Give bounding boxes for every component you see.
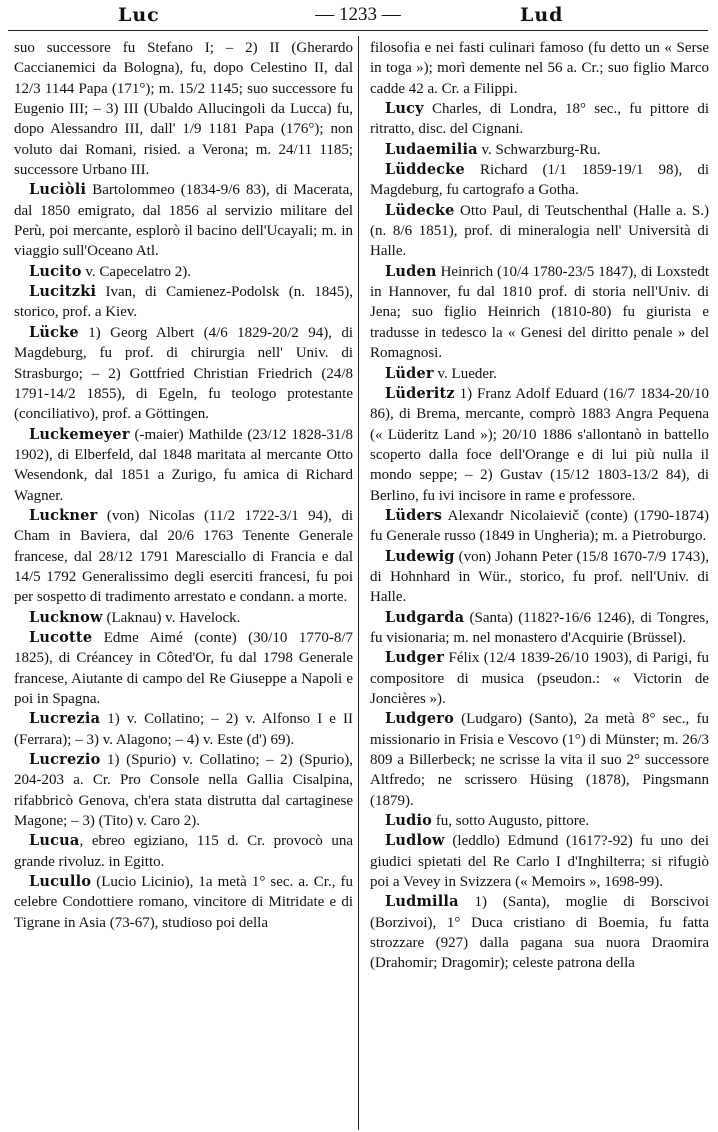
header-right-guideword: Lud [520,4,564,26]
page-number: — 1233 — [315,4,401,25]
left-column [14,38,353,933]
entry-headword: Ludgarda [385,608,465,626]
entry: Ludgero (Ludgaro) (Santo), 2a metà 8° sec., fu missionario in Frisia e Vescovo (1°) di Münster; m. 26/3 809 a Billerbeck; ne scrisse la vita il suo 2° successore Altfredo; ne scrissero Hüsing (1878), Pingsmann (1879). [370,710,709,809]
entry: Lucrezia 1) v. Collatino; – 2) v. Alfonso I e II (Ferrara); – 3) v. Alagono; – 4) v. Este (d') 69). [14,710,353,748]
entry-headword: Lucotte [29,628,93,646]
entry: Lüdecke Otto Paul, di Teutschenthal (Halle a. S.) (n. 8/6 1851), prof. di mineralogia nell' Università di Halle. [370,201,709,260]
entry-headword: Lüddecke [385,161,465,179]
entry: Ludmilla 1) (Santa), moglie di Borscivoi (Borzivoi), 1° Duca cristiano di Boemia, fu fatta strozzare (927) dalla pagana sua nuora Draomira (Drahomir; Dragomir); celeste patrona della [370,893,709,972]
entry: Lucullo (Lucio Licinio), 1a metà 1° sec. a. Cr., fu celebre Condottiere romano, vincitore di Mitridate e di Tigrane in Asia (73-67), studioso poi della [14,873,353,931]
entry-headword: Lucito [29,262,82,280]
column-divider [358,36,359,1130]
entry: Ludger Félix (12/4 1839-26/10 1903), di Parigi, fu compositore di musica (pseudon.: « Victorin de Joncières »). [370,649,709,707]
entry-headword: Lucua [29,832,80,850]
entry-headword: Luden [385,262,437,280]
entry: Lüder v. Lueder. [385,364,497,382]
page-header [8,2,708,30]
entry-headword: Luckner [29,506,98,524]
entry: Lucy Charles, di Londra, 18° sec., fu pittore di ritratto, disc. del Cignani. [370,100,709,138]
entry: Lücke 1) Georg Albert (4/6 1829-20/2 94), di Magdeburg, fu prof. di chirurgia nell' Univ. di Strasburgo; – 2) Gottfried Christian Friedrich (24/8 1791-14/2 1855), di Egeln, fu teologo protestante (conciliativo), prof. a Göttingen. [14,323,353,423]
entry: Ludio fu, sotto Augusto, pittore. [385,812,590,830]
entry-headword: Ludaemilia [385,140,478,158]
entry-continuation: filosofia e nei fasti culinari famoso (fu detto un « Serse in toga »); morì demente nel 56 a. Cr.; suo figlio Marco cadde 42 a. Cr. a Filippi. [370,40,709,97]
entry-headword: Lucknow [29,608,103,626]
entry: Luckner (von) Nicolas (11/2 1722-3/1 94), di Cham in Baviera, dal 20/6 1763 Tenente Generale francese, dal 28/12 1791 Maresciallo di Francia e dal 14/5 1792 Generalissimo degli eserciti francesi, fu poi per sospetto di tradimento arrestato e condann. a morte. [14,506,353,606]
entry: Ludaemilia v. Schwarzburg-Ru. [385,140,601,158]
entry-headword: Lücke [29,323,79,341]
entry: Ludgarda (Santa) (1182?-16/6 1246), di Tongres, fu visionaria; m. nel monastero d'Acquirie (Brüssel). [370,608,709,646]
entry-continuation: suo successore fu Stefano I; – 2) II (Gherardo Caccianemici da Bologna), fu, dopo Celestino II, dal 12/3 1144 Papa (171°); m. 15/2 1145; suo successore fu Eugenio III; – 3) III (Ubaldo Allucingoli da Lucca) fu, dopo Alessandro III, dall' 1/9 1181 Papa (176°); non voluto dai Romani, risied. a Verona; m. 24/11 1185; successore Urbano III. [14,40,353,179]
entry-headword: Lucy [385,100,424,118]
entry: Lucitzki Ivan, di Camienez-Podolsk (n. 1845), storico, prof. a Kiev. [14,283,353,321]
entry: Lucknow (Laknau) v. Havelock. [29,608,241,626]
entry: Ludlow (leddlo) Edmund (1617?-92) fu uno dei giudici spietati del Re Carlo I d'Inghilterra; si rifugiò poi a Vevey in Svizzera (« Memoirs », 1698-99). [370,832,709,891]
entry: Luden Heinrich (10/4 1780-23/5 1847), di Loxstedt in Hannover, fu dal 1810 prof. di storia nell'Univ. di Jena; suo figlio Heinrich (1810-80) fu giurista e tradusse in tedesco la « Genesi del diritto penale » del Romagnosi. [370,262,709,362]
entry: Luciòli Bartolommeo (1834-9/6 83), di Macerata, dal 1850 emigrato, dal 1856 al servizio militare del Perù, poi mercante, esplorò il bacino dell'Ucayali; m. in viaggio sull'Oceano Atl. [14,181,353,260]
right-column [370,38,709,974]
entry-headword: Lüderitz [385,384,455,402]
entry: Ludewig (von) Johann Peter (15/8 1670-7/9 1743), di Hohnhard in Wür., storico, fu prof. nell'Univ. di Halle. [370,547,709,606]
entry: Lüddecke Richard (1/1 1859-19/1 98), di Magdeburg, fu cartografo a Gotha. [370,161,709,199]
entry-headword: Lucrezia [29,710,101,728]
entry-headword: Luciòli [29,181,87,199]
entry-headword: Ludio [385,812,433,830]
entry-headword: Lüder [385,364,434,382]
entry-headword: Lüdecke [385,201,455,219]
entry: Luckemeyer (-maier) Mathilde (23/12 1828-31/8 1902), di Elberfeld, dal 1848 maritata al mercante Otto Wesendonk, dal 1851 a Zurigo, fu amica di Richard Wagner. [14,425,353,504]
entry-headword: Lucitzki [29,283,97,301]
entry: Lüderitz 1) Franz Adolf Eduard (16/7 1834-20/10 86), di Brema, mercante, comprò 1883 Angra Pequena (« Lüderitz Land »); 20/10 1886 s'allontanò in battello scoperto dalla foce dell'Orange e di lui più nulla il mondo seppe; – 2) Gustav (15/12 1803-13/2 84), di Berlino, fu ivi incisore in rame e professore. [370,384,709,504]
entry-headword: Ludger [385,649,445,667]
entry: Lucotte Edme Aimé (conte) (30/10 1770-8/7 1825), di Créancey in Côted'Or, fu dal 1798 Generale francese, Aiutante di campo del Re Giuseppe a Napoli e poi in Spagna. [14,628,353,707]
header-left-guideword: Luc [118,4,160,26]
entry: Lüders Alexandr Nicolaievič (conte) (1790-1874) fu Generale russo (1849 in Ungheria); m. a Pietroburgo. [370,506,709,545]
entry-headword: Lucullo [29,873,92,891]
entry-headword: Ludewig [385,547,455,565]
entry-headword: Lucrezio [29,751,101,769]
entry-headword: Luckemeyer [29,425,130,443]
entry: Lucito v. Capecelatro 2). [29,262,192,280]
entry: Lucrezio 1) (Spurio) v. Collatino; – 2) (Spurio), 204-203 a. Cr. Pro Console nella Gallia Cisalpina, rifabbricò Genova, ch'era stata distrutta dal cartaginese Magone; – 3) (Tito) v. Caro 2). [14,751,353,830]
entry-headword: Ludlow [385,832,445,850]
entry-headword: Ludgero [385,710,454,728]
entry-headword: Lüders [385,506,443,524]
entry-headword: Ludmilla [385,893,459,911]
entry: Lucua, ebreo egiziano, 115 d. Cr. provocò una grande rivoluz. in Egitto. [14,832,353,870]
header-rule [8,30,708,31]
